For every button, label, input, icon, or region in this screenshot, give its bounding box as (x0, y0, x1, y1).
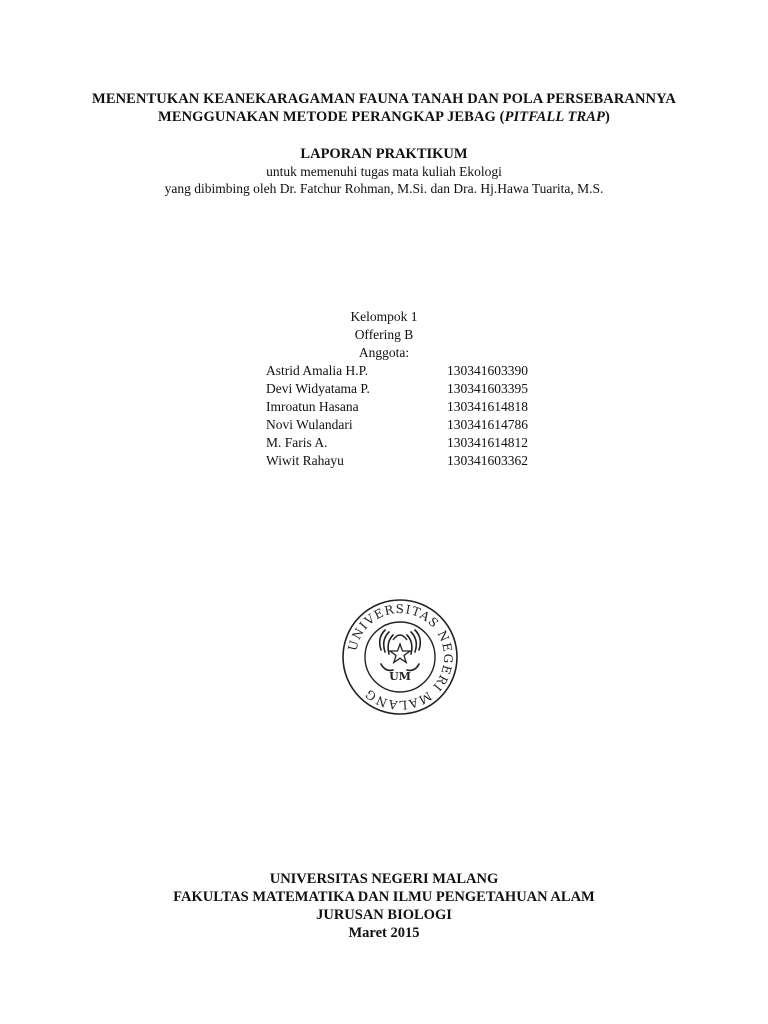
member-name: Devi Widyatama P. (266, 381, 370, 396)
member-name: Astrid Amalia H.P. (266, 363, 369, 378)
list-item (266, 380, 566, 398)
report-purpose: untuk memenuhi tugas mata kuliah Ekologi (266, 164, 502, 179)
member-nim: 130341603390 (447, 363, 528, 378)
members-label: Anggota: (358, 345, 410, 360)
seal-monogram: UM (389, 670, 411, 683)
list-item (266, 398, 566, 416)
member-name: Novi Wulandari (266, 417, 353, 432)
list-item (266, 434, 566, 452)
member-name: Imroatun Hasana (266, 399, 359, 414)
member-nim: 130341614786 (447, 417, 528, 432)
group-number: Kelompok 1 (350, 309, 418, 324)
university-name: UNIVERSITAS NEGERI MALANG (269, 871, 499, 887)
title-line-2 (0, 108, 768, 126)
university-seal-icon (341, 598, 459, 716)
document-title (0, 90, 768, 126)
offering: Offering B (354, 327, 414, 342)
report-date: Maret 2015 (348, 925, 420, 941)
list-item (266, 362, 566, 380)
title-line-1: MENENTUKAN KEANEKARAGAMAN FAUNA TANAH DAN POLA PERSEBARANNYA (92, 91, 676, 107)
report-supervisors: yang dibimbing oleh Dr. Fatchur Rohman, M.Si. dan Dra. Hj.Hawa Tuarita, M.S. (164, 181, 604, 196)
member-name: M. Faris A. (266, 435, 328, 450)
faculty-name: FAKULTAS MATEMATIKA DAN ILMU PENGETAHUAN ALAM (173, 889, 595, 905)
member-nim: 130341614812 (447, 435, 528, 450)
department-name: JURUSAN BIOLOGI (316, 907, 452, 923)
institution-footer (0, 870, 768, 942)
seal-ring-text: UNIVERSITAS NEGERI MALANG (345, 601, 456, 713)
report-title: LAPORAN PRAKTIKUM (300, 146, 468, 162)
report-heading (0, 145, 768, 197)
title-line-2-suffix: ) (605, 109, 610, 125)
list-item (266, 416, 566, 434)
svg-text:UNIVERSITAS NEGERI MALANG (345, 602, 455, 712)
title-line-2-prefix: MENGGUNAKAN METODE PERANGKAP JEBAG ( (158, 109, 505, 125)
member-nim: 130341603362 (447, 453, 528, 468)
group-info (0, 308, 768, 362)
member-nim: 130341603395 (447, 381, 528, 396)
list-item (266, 452, 566, 470)
member-nim: 130341614818 (447, 399, 528, 414)
member-name: Wiwit Rahayu (266, 453, 344, 468)
title-line-2-italic: PITFALL TRAP (504, 109, 605, 125)
members-list (266, 362, 566, 470)
